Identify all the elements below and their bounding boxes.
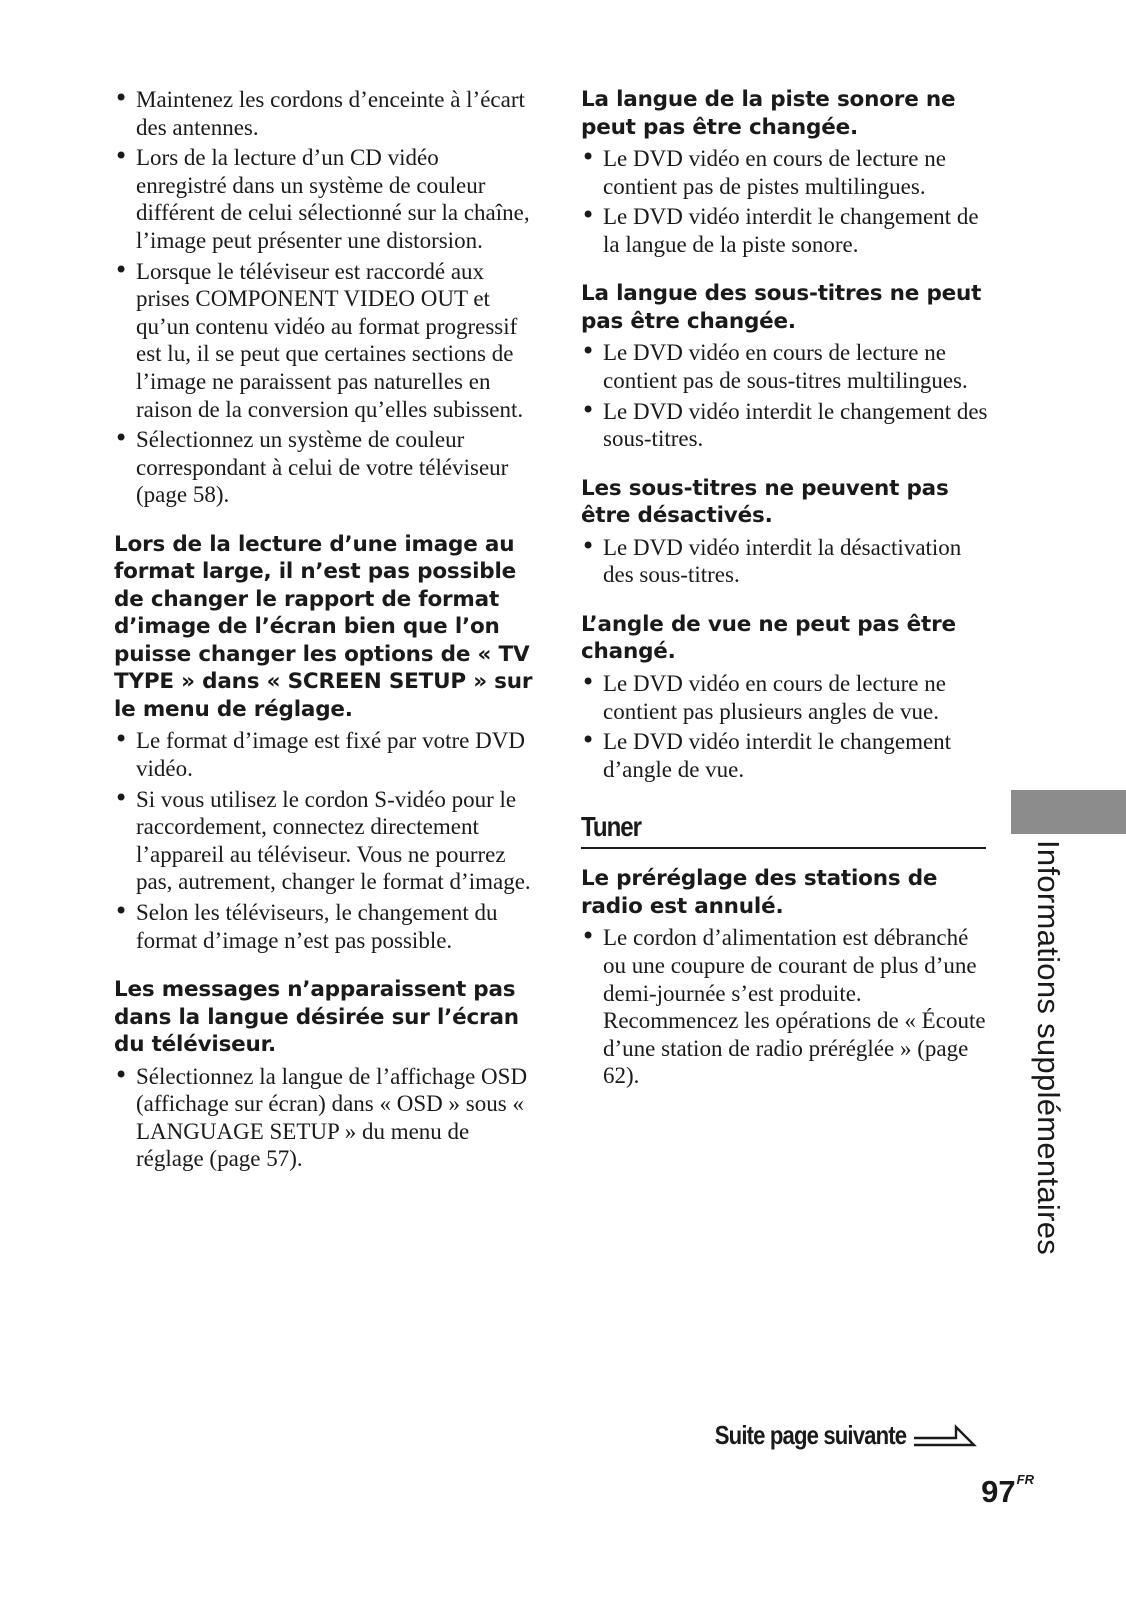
list-item: • Lorsque le téléviseur est raccordé aux prises COMPONENT VIDEO OUT et qu’un contenu vidéo au format progressif est lu, il se peut que certaines sections de l’image ne paraissent pas naturelles en raison de la conversion qu’elles subissent. — [114, 258, 534, 424]
intro-bullet-list — [114, 86, 534, 509]
continue-arrow-icon — [912, 1423, 978, 1449]
list-item: • Le DVD vidéo interdit le changement de la langue de la piste sonore. — [581, 203, 993, 258]
page-number-value: 97 — [981, 1474, 1016, 1509]
section-heading: La langue de la piste sonore ne peut pas être changée. — [581, 87, 956, 140]
bullet-list — [114, 1063, 534, 1173]
list-item: • Sélectionnez la langue de l’affichage OSD (affichage sur écran) dans « OSD » sous « LANGUAGE SETUP » du menu de réglage (page 57). — [114, 1063, 534, 1173]
list-item: • Le DVD vidéo en cours de lecture ne contient pas plusieurs angles de vue. — [581, 670, 993, 725]
list-item: • Selon les téléviseurs, le changement du format d’image n’est pas possible. — [114, 899, 534, 954]
section-view-angle — [581, 611, 993, 783]
bullet-list — [581, 339, 993, 452]
page-number — [981, 1472, 1034, 1510]
section-subtitle-off — [581, 475, 993, 589]
side-section-label: Informations supplémentaires — [1031, 840, 1066, 1256]
list-item: • Le DVD vidéo en cours de lecture ne contient pas de pistes multilingues. — [581, 145, 993, 200]
section-preset-cancelled — [581, 865, 993, 1090]
list-item: • Lors de la lecture d’un CD vidéo enregistré dans un système de couleur différent de celui sélectionné sur la chaîne, l’image peut présenter une distorsion. — [114, 144, 534, 254]
list-item: • Le DVD vidéo en cours de lecture ne contient pas de sous-titres multilingues. — [581, 339, 993, 394]
section-divider — [581, 847, 986, 849]
continue-text: Suite page suivante — [714, 1420, 906, 1450]
tuner-section — [581, 805, 993, 1090]
bullet-list — [581, 924, 993, 1090]
section-subtitle-language — [581, 280, 993, 452]
list-item: • Si vous utilisez le cordon S-vidéo pour le raccordement, connectez directement l’appareil au téléviseur. Vous ne pourrez pas, autrement, changer le format d’image. — [114, 786, 534, 896]
right-column — [581, 86, 993, 1112]
section-wide-format — [114, 531, 534, 954]
bullet-list — [114, 727, 534, 954]
page-language-suffix: FR — [1016, 1472, 1034, 1487]
side-tab-marker — [1011, 790, 1126, 834]
bullet-list — [581, 534, 993, 589]
section-heading: Les sous-titres ne peuvent pas être désactivés. — [581, 475, 949, 529]
bullet-list — [581, 670, 993, 783]
section-heading: La langue des sous-titres ne peut pas être changée. — [581, 281, 982, 334]
section-heading: L’angle de vue ne peut pas être changé. — [581, 611, 956, 665]
continue-indicator — [681, 1420, 978, 1451]
section-audio-language — [581, 86, 993, 258]
section-heading: Les messages n’apparaissent pas dans la langue désirée sur l’écran du téléviseur. — [114, 977, 519, 1058]
list-item: • Sélectionnez un système de couleur correspondant à celui de votre téléviseur (page 58). — [114, 426, 534, 509]
section-heading: Lors de la lecture d’une image au format large, il n’est pas possible de changer le rapport de format d’image de l’écran bien que l’on puisse changer les options de « TV TYPE » dans « SCREEN SETUP » sur le menu de réglage. — [114, 531, 533, 722]
list-item: • Maintenez les cordons d’enceinte à l’écart des antennes. — [114, 86, 534, 141]
list-item: • Le DVD vidéo interdit le changement d’angle de vue. — [581, 728, 993, 783]
list-item: • Le DVD vidéo interdit le changement des sous-titres. — [581, 398, 993, 453]
list-item: • Le DVD vidéo interdit la désactivation des sous-titres. — [581, 534, 993, 589]
tuner-title: Tuner — [581, 811, 641, 843]
list-item: • Le format d’image est fixé par votre DVD vidéo. — [114, 727, 534, 782]
list-item: • Le cordon d’alimentation est débranché ou une coupure de courant de plus d’une demi-journée s’est produite. Recommencez les opérations de « Écoute d’une station de radio préréglée » (page 62). — [581, 924, 993, 1090]
section-messages-language — [114, 976, 534, 1173]
section-heading: Le préréglage des stations de radio est annulé. — [581, 866, 938, 919]
bullet-list — [581, 145, 993, 258]
left-column — [114, 86, 534, 1195]
